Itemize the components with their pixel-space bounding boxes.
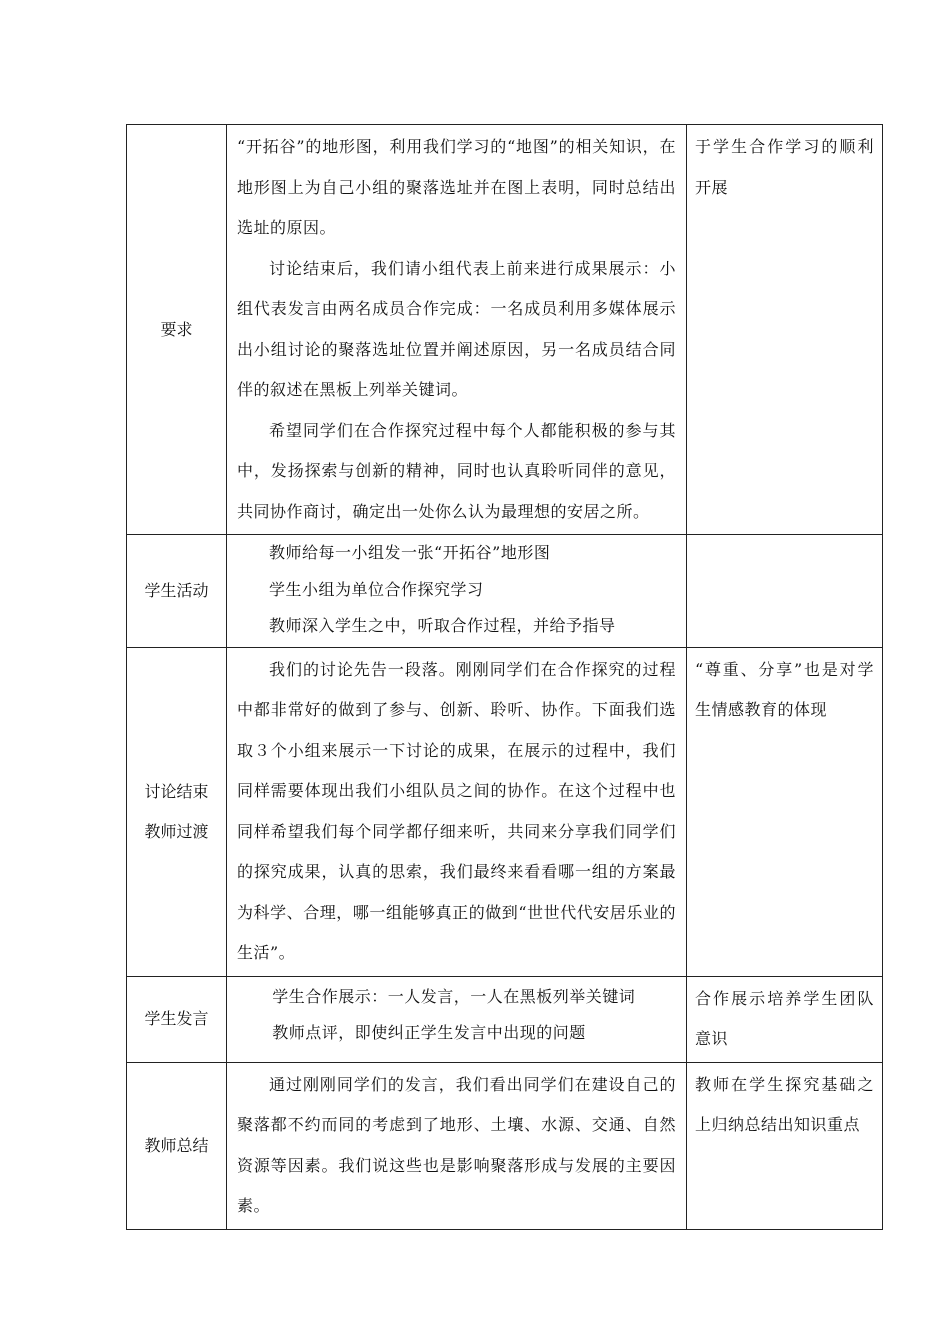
paragraph: 我们的讨论先告一段落。刚刚同学们在合作探究的过程中都非常好的做到了参与、创新、聆听、协作。下面我们选取３个小组来展示一下讨论的成果，在展示的过程中，我们同样需要体现出我们小组队员之间的协作。在这个过程中也同样希望我们每个同学都仔细来听，共同来分享我们同学们的探究成果，认真的思索，我们最终来看看哪一组的方案最为科学、合理，哪一组能够真正的做到“世世代代安居乐业的生活”。 <box>237 659 676 962</box>
table-row <box>127 647 883 976</box>
note-cell <box>687 1062 883 1229</box>
note-cell <box>687 125 883 535</box>
note-cell <box>687 976 883 1062</box>
content-cell <box>227 976 687 1062</box>
row-label-text: 学生活动 <box>144 580 209 600</box>
list-line: 学生合作展示：一人发言，一人在黑板列举关键词 <box>272 986 636 1006</box>
table-row <box>127 125 883 535</box>
list-line: 教师深入学生之中，听取合作过程，并给予指导 <box>269 616 616 635</box>
lesson-plan-table <box>126 124 883 1230</box>
paragraph: 通过刚刚同学们的发言，我们看出同学们在建设自己的聚落都不约而同的考虑到了地形、土壤、水源、交通、自然资源等因素。我们说这些也是影响聚落形成与发展的主要因素。 <box>237 1074 676 1215</box>
row-label <box>127 647 227 976</box>
table-row <box>127 976 883 1062</box>
table-row <box>127 1062 883 1229</box>
row-label <box>127 535 227 648</box>
content-cell <box>227 535 687 648</box>
paragraph: 希望同学们在合作探究过程中每个人都能积极的参与其中，发扬探索与创新的精神，同时也认真聆听同伴的意见，共同协作商讨，确定出一处你么认为最理想的安居之所。 <box>237 420 676 521</box>
paragraph: 讨论结束后，我们请小组代表上前来进行成果展示：小组代表发言由两名成员合作完成：一名成员利用多媒体展示出小组讨论的聚落选址位置并阐述原因，另一名成员结合同伴的叙述在黑板上列举关键词。 <box>237 258 676 399</box>
row-label-text: 学生发言 <box>144 1009 209 1028</box>
row-label <box>127 976 227 1062</box>
note-cell <box>687 647 883 976</box>
list-line: 学生小组为单位合作探究学习 <box>269 579 484 599</box>
row-label <box>127 125 227 535</box>
content-cell <box>227 647 687 976</box>
list-line: 教师给每一小组发一张“开拓谷”地形图 <box>269 543 551 562</box>
note-text: 合作展示培养学生团队意识 <box>695 988 874 1048</box>
note-text: “尊重、分享”也是对学生情感教育的体现 <box>695 659 874 719</box>
row-label-text: 要求 <box>160 319 193 339</box>
table-row <box>127 535 883 648</box>
row-label-text: 教师总结 <box>144 1135 209 1155</box>
list-line: 教师点评，即使纠正学生发言中出现的问题 <box>272 1023 586 1042</box>
paragraph: “开拓谷”的地形图，利用我们学习的“地图”的相关知识，在地形图上为自己小组的聚落选址并在图上表明，同时总结出选址的原因。 <box>237 137 676 237</box>
content-cell <box>227 1062 687 1229</box>
row-label <box>127 1062 227 1229</box>
content-cell <box>227 125 687 535</box>
note-cell <box>687 535 883 648</box>
row-label-text: 教师过渡 <box>144 821 209 841</box>
note-text: 于学生合作学习的顺利开展 <box>695 137 874 197</box>
row-label-text: 讨论结束 <box>144 781 209 801</box>
note-text: 教师在学生探究基础之上归纳总结出知识重点 <box>695 1074 874 1134</box>
